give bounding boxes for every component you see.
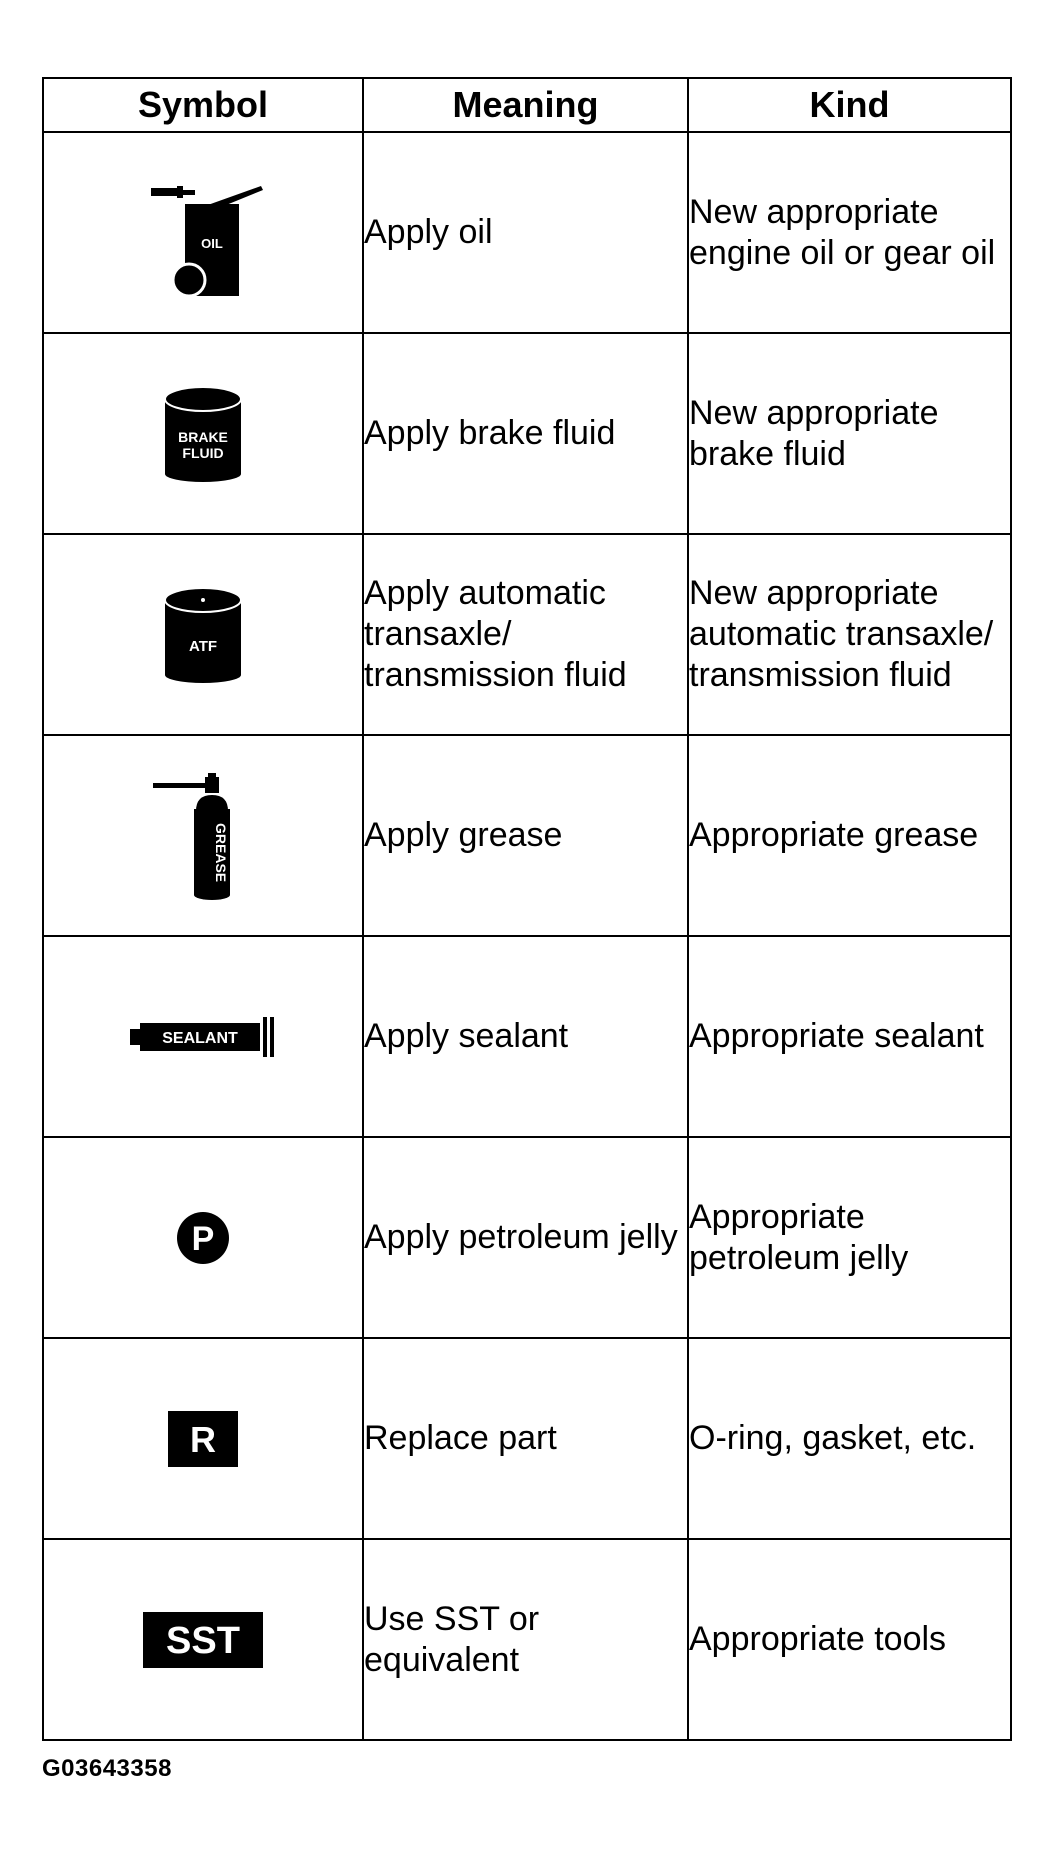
kind-cell: Appropriate petroleum jelly (688, 1137, 1011, 1338)
symbol-cell (43, 534, 363, 735)
sst-icon (143, 1612, 263, 1668)
symbol-cell (43, 936, 363, 1137)
table-row (43, 132, 1011, 333)
header-symbol: Symbol (43, 78, 363, 132)
meaning-cell: Apply automatic transaxle/ transmission fluid (363, 534, 688, 735)
table-row (43, 936, 1011, 1137)
table-row (43, 735, 1011, 936)
table-row (43, 1539, 1011, 1740)
header-meaning: Meaning (363, 78, 688, 132)
svg-text:OIL: OIL (201, 235, 223, 251)
table-header-row (43, 78, 1011, 132)
meaning-cell: Apply grease (363, 735, 688, 936)
kind-cell: O-ring, gasket, etc. (688, 1338, 1011, 1539)
symbol-cell (43, 1338, 363, 1539)
svg-text:FLUID: FLUID (182, 444, 224, 461)
table-row (43, 534, 1011, 735)
svg-text:SEALANT: SEALANT (162, 1029, 238, 1047)
svg-text:R: R (190, 1418, 216, 1460)
header-kind: Kind (688, 78, 1011, 132)
sealant-tube-icon (128, 1012, 278, 1062)
kind-cell: New appropriate automatic transaxle/ transmission fluid (688, 534, 1011, 735)
kind-cell: Appropriate sealant (688, 936, 1011, 1137)
symbol-cell (43, 333, 363, 534)
table-row (43, 333, 1011, 534)
kind-cell: New appropriate engine oil or gear oil (688, 132, 1011, 333)
symbol-cell (43, 132, 363, 333)
kind-cell: Appropriate tools (688, 1539, 1011, 1740)
symbol-cell (43, 1137, 363, 1338)
oil-can-icon (133, 168, 273, 298)
svg-text:P: P (191, 1219, 215, 1258)
replace-part-icon (168, 1411, 238, 1467)
brake-fluid-can-icon (158, 384, 248, 484)
atf-can-icon (158, 585, 248, 685)
svg-text:ATF: ATF (188, 637, 218, 655)
meaning-cell: Apply petroleum jelly (363, 1137, 688, 1338)
meaning-cell: Apply sealant (363, 936, 688, 1137)
meaning-cell: Apply brake fluid (363, 333, 688, 534)
meaning-cell: Use SST or equivalent (363, 1539, 688, 1740)
symbol-cell (43, 735, 363, 936)
petroleum-jelly-icon (175, 1210, 231, 1266)
figure-id: G03643358 (42, 1755, 172, 1782)
symbols-table (42, 77, 1012, 1741)
table-row (43, 1338, 1011, 1539)
grease-spray-icon (148, 771, 258, 901)
meaning-cell: Apply oil (363, 132, 688, 333)
symbols-table-container (42, 77, 1010, 1741)
table-row (43, 1137, 1011, 1338)
kind-cell: New appropriate brake fluid (688, 333, 1011, 534)
svg-text:BRAKE: BRAKE (178, 428, 228, 445)
symbol-cell (43, 1539, 363, 1740)
svg-text:GREASE: GREASE (213, 822, 229, 882)
svg-text:SST: SST (166, 1619, 240, 1662)
meaning-cell: Replace part (363, 1338, 688, 1539)
kind-cell: Appropriate grease (688, 735, 1011, 936)
